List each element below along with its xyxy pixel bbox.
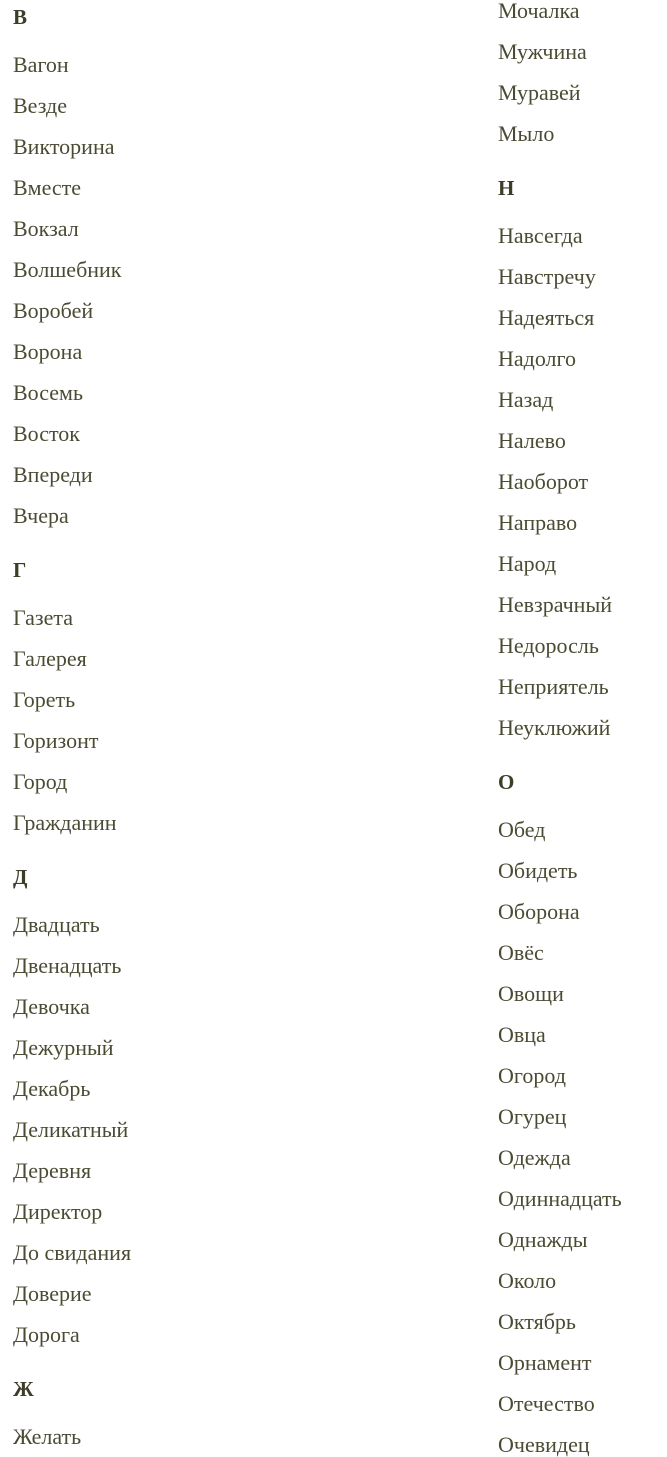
word-list-item: Обед — [498, 817, 546, 842]
word-list-item: Назад — [498, 387, 554, 412]
word-list-item: Мочалка — [498, 0, 580, 23]
word-list-item: Направо — [498, 510, 578, 535]
word-list-item: Деревня — [13, 1158, 92, 1183]
word-list-item: Однажды — [498, 1227, 588, 1252]
word-list-item: Декабрь — [13, 1076, 91, 1101]
word-list-item: Неуклюжий — [498, 715, 611, 740]
word-list-item: Очевидец — [498, 1432, 590, 1457]
word-list-item: Народ — [498, 551, 557, 576]
word-list-item: Галерея — [13, 646, 87, 671]
word-list-item: Восток — [13, 421, 80, 446]
word-list-item: Надеяться — [498, 305, 595, 330]
word-list-item: Мыло — [498, 121, 555, 146]
word-list-item: Обидеть — [498, 858, 578, 883]
word-list-item: До свидания — [13, 1240, 132, 1265]
word-list-item: Одежда — [498, 1145, 571, 1170]
word-list-item: Неприятель — [498, 674, 609, 699]
word-list-item: Овощи — [498, 981, 564, 1006]
word-list-item: Воробей — [13, 298, 94, 323]
section-letter-heading: Г — [13, 558, 27, 582]
word-list-item: Дорога — [13, 1322, 80, 1347]
word-list-item: Гражданин — [13, 810, 117, 835]
word-list-item: Деликатный — [13, 1117, 129, 1142]
section-letter-heading: Н — [498, 176, 515, 200]
word-list-item: Вчера — [13, 503, 69, 528]
section-letter-heading: Ж — [13, 1377, 34, 1401]
word-list-item: Девочка — [13, 994, 90, 1019]
word-list-item: Горизонт — [13, 728, 99, 753]
word-list-item: Вместе — [13, 175, 82, 200]
word-list-item: Октябрь — [498, 1309, 576, 1334]
word-list-item: Недоросль — [498, 633, 599, 658]
word-list-item: Вагон — [13, 52, 69, 77]
word-list-item: Впереди — [13, 462, 93, 487]
word-list-item: Наоборот — [498, 469, 589, 494]
word-list-item: Одиннадцать — [498, 1186, 622, 1211]
word-list-item: Мужчина — [498, 39, 587, 64]
word-list-item: Восемь — [13, 380, 83, 405]
word-list-item: Волшебник — [13, 257, 122, 282]
section-letter-heading: О — [498, 770, 515, 794]
word-list-item: Налево — [498, 428, 566, 453]
word-list-item: Овца — [498, 1022, 546, 1047]
word-list-item: Невзрачный — [498, 592, 613, 617]
word-list-item: Овёс — [498, 940, 544, 965]
word-list-item: Двадцать — [13, 912, 100, 937]
word-list-item: Дежурный — [13, 1035, 114, 1060]
word-list-item: Доверие — [13, 1281, 92, 1306]
word-list-item: Вокзал — [13, 216, 79, 241]
word-list-item: Муравей — [498, 80, 581, 105]
word-list-item: Надолго — [498, 346, 577, 371]
section-letter-heading: В — [13, 5, 28, 29]
word-list-item: Навстречу — [498, 264, 596, 289]
word-list-item: Гореть — [13, 687, 76, 712]
word-list-item: Желать — [13, 1424, 82, 1449]
word-list-item: Около — [498, 1268, 557, 1293]
word-list-item: Отечество — [498, 1391, 595, 1416]
section-letter-heading: Д — [13, 865, 28, 889]
word-list-item: Викторина — [13, 134, 115, 159]
word-list-item: Город — [13, 769, 68, 794]
word-list-item: Огород — [498, 1063, 566, 1088]
word-list-item: Оборона — [498, 899, 580, 924]
word-list-item: Везде — [13, 93, 67, 118]
word-list-item: Огурец — [498, 1104, 567, 1129]
word-list-item: Ворона — [13, 339, 83, 364]
word-list-item: Директор — [13, 1199, 103, 1224]
word-list-item: Двенадцать — [13, 953, 122, 978]
word-list-item: Навсегда — [498, 223, 583, 248]
word-list-item: Орнамент — [498, 1350, 592, 1375]
word-list-item: Газета — [13, 605, 74, 630]
